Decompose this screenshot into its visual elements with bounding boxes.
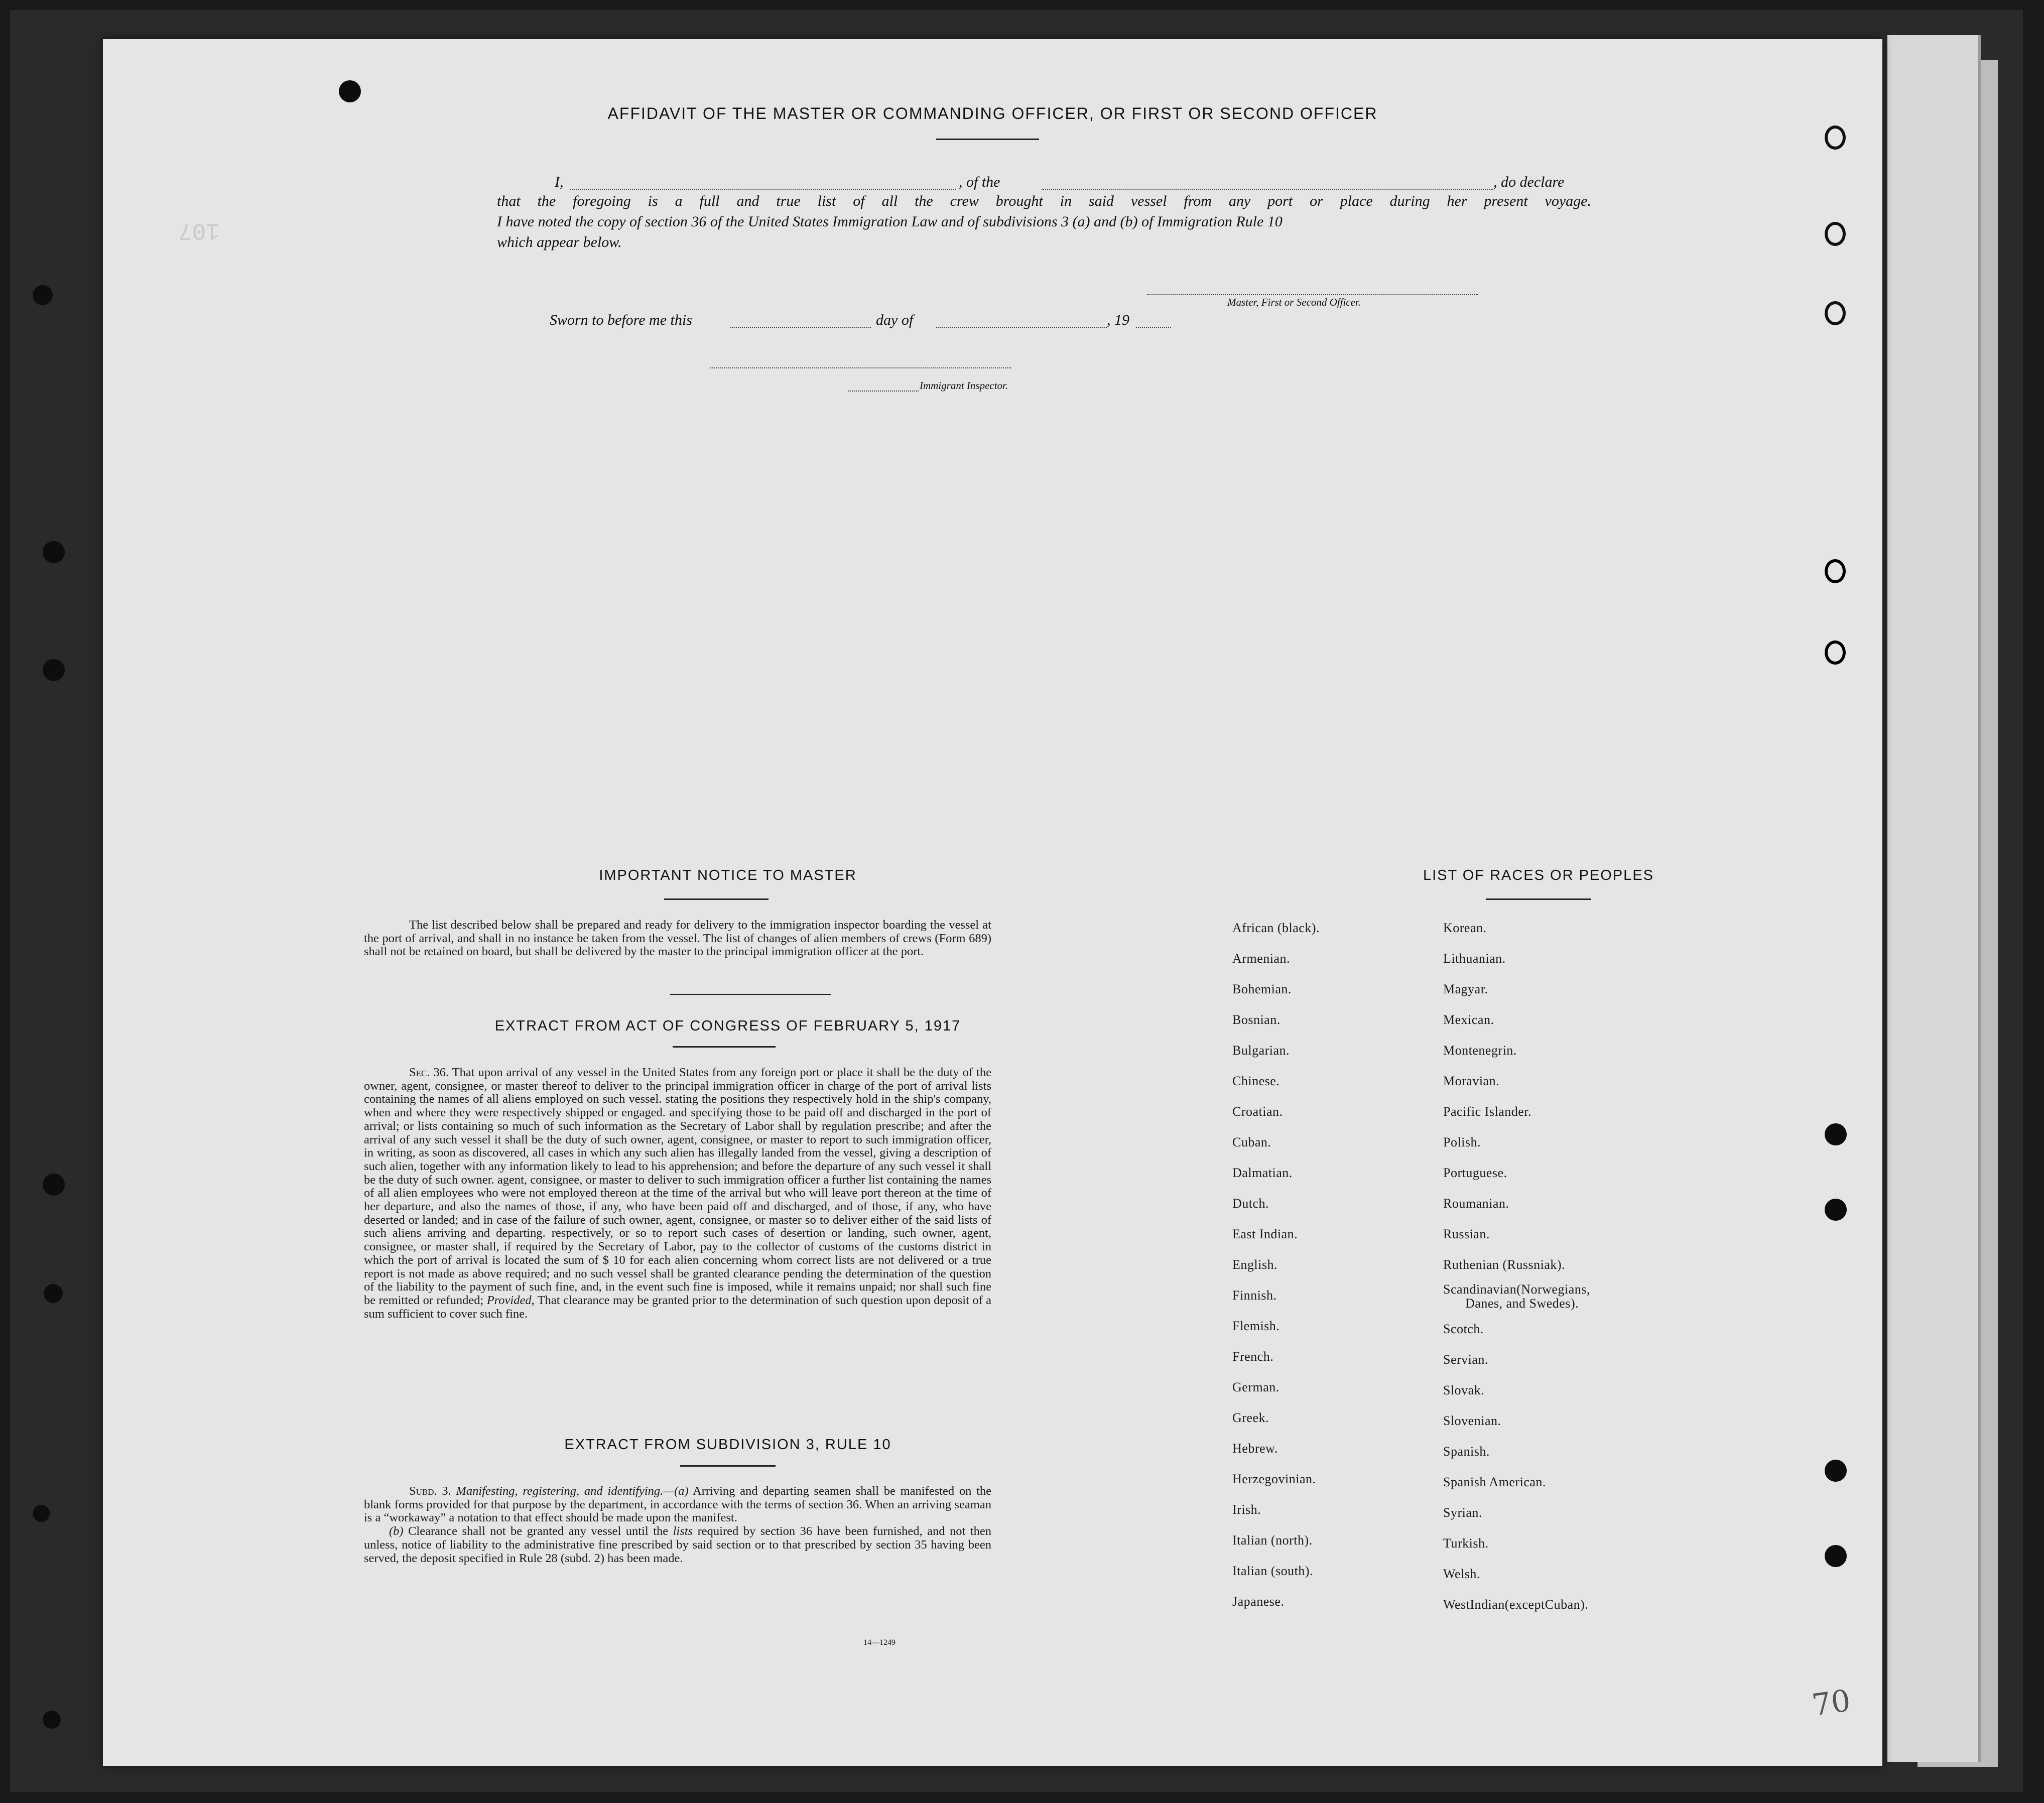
binder-hole-icon: [1825, 222, 1846, 246]
race-item: Magyar.: [1443, 982, 1488, 996]
binder-hole-icon: [33, 285, 53, 305]
race-item: Croatian.: [1232, 1104, 1283, 1119]
race-item: Portuguese.: [1443, 1166, 1507, 1180]
title-underline: [936, 139, 1039, 140]
races-title-underline: [1486, 898, 1591, 900]
declaration-i: I,: [555, 174, 564, 190]
binder-hole-icon: [1825, 559, 1846, 583]
race-item: Moravian.: [1443, 1074, 1500, 1088]
subd-b-text-2: required by section 36 have been furnished, and not then unless, notice of liability to the administrative fine prescribed by said section or to that prescribed by section 35 having been served, the deposit specified in Rule 28 (subd. 2) has been made.: [364, 1524, 991, 1565]
act-extract-text: [364, 1066, 991, 1321]
binder-hole-icon: [43, 1711, 61, 1729]
sworn-day-field[interactable]: [730, 327, 871, 328]
race-item: Bosnian.: [1232, 1012, 1281, 1027]
race-item: Roumanian.: [1443, 1196, 1509, 1211]
race-item: Cuban.: [1232, 1135, 1271, 1149]
race-item: Bulgarian.: [1232, 1043, 1290, 1058]
race-item: Hebrew.: [1232, 1441, 1278, 1456]
race-item: Scandinavian(Norwegians,: [1443, 1282, 1590, 1297]
rule-extract-title: EXTRACT FROM SUBDIVISION 3, RULE 10: [564, 1437, 891, 1453]
binder-hole-icon: [43, 659, 65, 681]
margin-number: 107: [178, 217, 220, 243]
race-item: Greek.: [1232, 1410, 1269, 1425]
signature-caption: Master, First or Second Officer.: [1227, 296, 1361, 308]
race-item: Turkish.: [1443, 1536, 1489, 1551]
declaration-do-declare: , do declare: [1493, 174, 1565, 190]
subd-b-text-1: Clearance shall not be granted any vessel until the: [408, 1524, 669, 1538]
binder-hole-icon: [1825, 1123, 1847, 1145]
race-item: Korean.: [1443, 921, 1487, 935]
subd-heading: Manifesting, registering, and identifying.—(a): [456, 1484, 689, 1498]
provided-word: Provided,: [486, 1293, 535, 1307]
handwritten-mark: 70: [1810, 1683, 1853, 1723]
declaration-line-2: I have noted the copy of section 36 of the United States Immigration Law and of subdivisions 3 (a) and (b) of Immigration Rule 10: [497, 213, 1283, 230]
race-item: Lithuanian.: [1443, 951, 1506, 966]
race-item: Pacific Islander.: [1443, 1104, 1531, 1119]
race-item: Polish.: [1443, 1135, 1481, 1149]
notice-paragraph: The list described below shall be prepared and ready for delivery to the immigration inspector boarding the vessel at the port of arrival, and shall in no instance be taken from the vessel. The list of changes of alien members of crews (Form 689) shall not be retained on board, but shall be delivered by the master to the principal immigration officer at the port.: [364, 918, 991, 959]
race-item: Armenian.: [1232, 951, 1290, 966]
rule-extract-text: [364, 1485, 991, 1565]
race-item: Japanese.: [1232, 1594, 1285, 1609]
section-text-after: That clearance may be granted prior to the determination of such question upon deposit of a sum sufficient to cover such fine.: [364, 1293, 992, 1321]
notice-text: [364, 919, 991, 959]
inspector-caption: Immigrant Inspector.: [920, 379, 1008, 392]
race-item: Ruthenian (Russniak).: [1443, 1257, 1566, 1272]
subdivision-a-paragraph: [364, 1485, 991, 1525]
race-item: Chinese.: [1232, 1074, 1280, 1088]
race-item: English.: [1232, 1257, 1278, 1272]
race-item: Dalmatian.: [1232, 1166, 1293, 1180]
notice-underline: [664, 898, 769, 900]
race-item: French.: [1232, 1349, 1274, 1364]
sworn-year-field[interactable]: [1136, 327, 1171, 328]
race-item: Dutch.: [1232, 1196, 1269, 1211]
inspector-signature-field[interactable]: [710, 367, 1011, 368]
underlying-page-edge-light: [1887, 35, 1981, 1762]
binder-hole-icon: [44, 1284, 63, 1303]
year-prefix: , 19: [1107, 312, 1129, 328]
race-item: Herzegovinian.: [1232, 1472, 1316, 1486]
section-text: That upon arrival of any vessel in the United States from any foreign port or place it shall be the duty of the owner, agent, consignee, or master thereof to deliver to the principal immigration officer in charge of the port of arrival lists containing the names of all aliens employed on such vessel. stating the positions they respectively hold in the ship's company, when and where they were respectively shipped or engaged. and specifying those to be paid off and discharged in the port of arrival; or lists containing so much of such information as the Secretary of Labor shall by regulation prescribe; and after the arrival of any such vessel it shall be the duty of such owner, agent, consignee, or master to report to such immigration officer, in writing, as soon as discovered, all cases in which any such alien has illegally landed from the vessel, giving a description of such alien, together with any information likely to lead to his apprehension; and before the departure of any such vessel it shall be the duty of such owner. agent, consignee, or master to deliver to such immigration officer a further list containing the names of all alien employees who were not employed thereon at the time of the arrival but who will leave port thereon at the time of her departure, and also the names of those, if any, who have been paid off and discharged, and of those, if any, who have deserted or landed; and in case of the failure of such owner, agent, consignee, or master so to deliver either of the said lists of such aliens arriving and departing. respectively, or so to report such cases of desertion or landing, such owner, agent, consignee, or master shall, if required by the Secretary of Labor, pay to the collector of customs of the customs district in which the port of arrival is located the sum of $ 10 for each alien concerning whom correct lists are not delivered or a true report is not made as above required; and no such vessel shall be granted clearance pending the determination of the question of the liability to the payment of such fine, and, in the event such fine is imposed, while it remains unpaid; nor shall such fine be remitted or refunded;: [364, 1066, 991, 1307]
race-item: Italian (south).: [1232, 1564, 1314, 1578]
race-item: Slovak.: [1443, 1383, 1485, 1397]
b-label: (b): [389, 1524, 404, 1538]
vessel-field[interactable]: [1042, 189, 1493, 190]
binder-hole-icon: [1825, 301, 1846, 325]
race-item: Slovenian.: [1443, 1413, 1501, 1428]
binder-hole-icon: [1825, 1199, 1847, 1221]
race-item: Irish.: [1232, 1502, 1261, 1517]
race-item: Montenegrin.: [1443, 1043, 1517, 1058]
race-item: Russian.: [1443, 1227, 1490, 1241]
document-page: [103, 39, 1882, 1766]
declaration-line-3: which appear below.: [497, 234, 622, 250]
day-of-text: day of: [876, 312, 914, 328]
race-item: Danes, and Swedes).: [1465, 1296, 1579, 1311]
binder-hole-icon: [43, 541, 65, 563]
race-item: Scotch.: [1443, 1322, 1484, 1336]
race-item: Flemish.: [1232, 1319, 1280, 1333]
section-divider: [670, 994, 831, 995]
binder-hole-icon: [1825, 1545, 1847, 1567]
race-item: Finnish.: [1232, 1288, 1277, 1303]
binder-hole-icon: [339, 80, 361, 102]
notice-title: IMPORTANT NOTICE TO MASTER: [599, 867, 857, 883]
race-item: Bohemian.: [1232, 982, 1292, 996]
name-field[interactable]: [570, 189, 956, 190]
rule-title-underline: [680, 1465, 776, 1467]
race-item: Servian.: [1443, 1352, 1488, 1367]
section-label: Sec. 36.: [409, 1066, 449, 1079]
binder-hole-icon: [1825, 125, 1846, 150]
lists-word: lists: [673, 1524, 693, 1538]
subd-label: Subd. 3.: [409, 1484, 451, 1498]
race-item: Spanish.: [1443, 1444, 1490, 1459]
section-36-paragraph: [364, 1066, 991, 1321]
binder-hole-icon: [1825, 1460, 1847, 1482]
race-item: East Indian.: [1232, 1227, 1298, 1241]
race-item: Spanish American.: [1443, 1475, 1546, 1489]
race-item: German.: [1232, 1380, 1280, 1394]
sworn-to-text: Sworn to before me this: [550, 312, 692, 328]
binder-hole-icon: [1825, 640, 1846, 665]
race-item: WestIndian(exceptCuban).: [1443, 1597, 1589, 1612]
declaration-line-1: that the foregoing is a full and true list of all the crew brought in said vessel from any port or place during her present voyage.: [497, 193, 1591, 209]
race-item: African (black).: [1232, 921, 1320, 935]
race-item: Welsh.: [1443, 1567, 1480, 1581]
form-number: 14—1249: [863, 1638, 896, 1647]
act-extract-title: EXTRACT FROM ACT OF CONGRESS OF FEBRUARY 5, 1917: [494, 1018, 961, 1034]
binder-hole-icon: [33, 1505, 50, 1522]
signature-field[interactable]: [1147, 294, 1478, 295]
sworn-month-field[interactable]: [936, 327, 1107, 328]
race-item: Mexican.: [1443, 1012, 1494, 1027]
declaration-of-the: , of the: [959, 174, 1000, 190]
affidavit-title: AFFIDAVIT OF THE MASTER OR COMMANDING OFFICER, OR FIRST OR SECOND OFFICER: [607, 104, 1378, 122]
act-title-underline: [673, 1046, 776, 1048]
subdivision-b-paragraph: [364, 1525, 991, 1565]
subd-a-text: Arriving and departing seamen shall be manifested on the blank forms provided for that purpose by the department, in accordance with the terms of section 36. When an arriving seaman is a “workaway” a notation to that effect should be made upon the manifest.: [364, 1484, 991, 1525]
race-item: Syrian.: [1443, 1505, 1482, 1520]
races-title: LIST OF RACES OR PEOPLES: [1423, 867, 1654, 883]
inspector-field-short[interactable]: [848, 391, 919, 392]
binder-hole-icon: [43, 1174, 65, 1196]
race-item: Italian (north).: [1232, 1533, 1313, 1548]
